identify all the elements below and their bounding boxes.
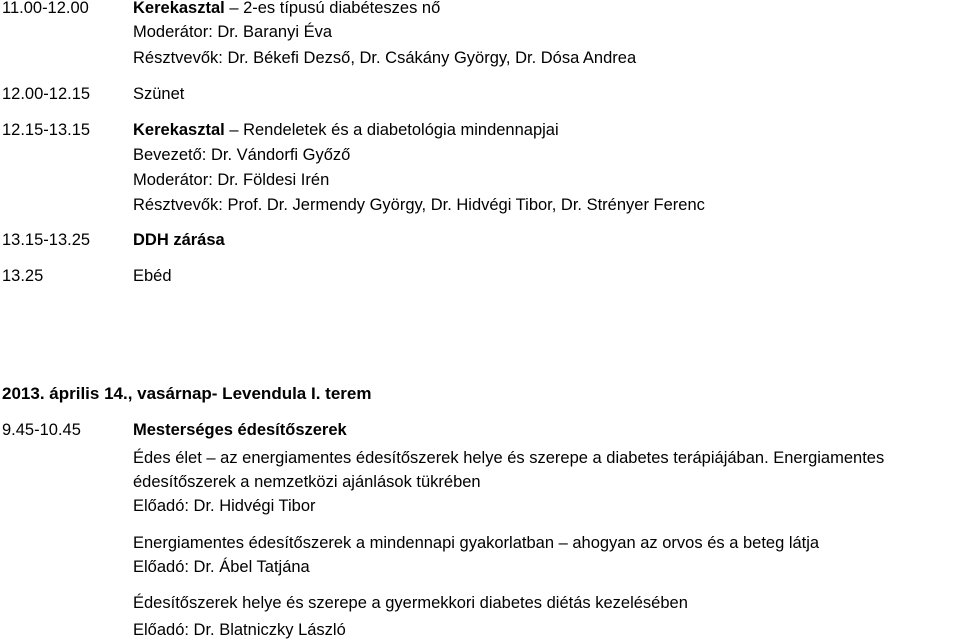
session-title: DDH zárása [133, 231, 225, 249]
speaker-line: Előadó: Dr. Ábel Tatjána [133, 558, 310, 576]
talk-title: Édes élet – az energiamentes édesítőszerek helye és szerepe a diabetes terápiájában. Energiamentes [133, 449, 885, 467]
session-topic: – 2-es típusú diabéteszes nő [224, 0, 441, 17]
time-slot: 11.00-12.00 [2, 0, 89, 17]
talk-title: Édesítőszerek helye és szerepe a gyermekkori diabetes diétás kezelésében [133, 594, 688, 612]
time-slot: 13.15-13.25 [2, 231, 91, 249]
session-title: Szünet [133, 85, 185, 103]
time-slot: 13.25 [2, 267, 44, 285]
time-slot: 12.15-13.15 [2, 121, 91, 139]
moderator-line: Moderátor: Dr. Baranyi Éva [133, 23, 332, 41]
participants-line: Résztvevők: Prof. Dr. Jermendy György, Dr. Hidvégi Tibor, Dr. Strényer Ferenc [133, 196, 705, 214]
session-title [133, 0, 440, 18]
moderator-line: Moderátor: Dr. Földesi Irén [133, 171, 330, 189]
talk-title: Energiamentes édesítőszerek a mindennapi gyakorlatban – ahogyan az orvos és a beteg látja [133, 534, 820, 552]
time-slot: 12.00-12.15 [2, 85, 91, 103]
session-title [133, 120, 559, 140]
talk-title-continued: édesítőszerek a nemzetközi ajánlások tükrében [133, 473, 481, 491]
speaker-line: Előadó: Dr. Hidvégi Tibor [133, 497, 316, 515]
session-type: Kerekasztal [133, 121, 225, 139]
time-slot: 9.45-10.45 [2, 421, 81, 439]
session-title: Ebéd [133, 267, 172, 285]
day-heading: 2013. április 14., vasárnap- Levendula I. terem [2, 384, 372, 403]
session-title: Mesterséges édesítőszerek [133, 421, 347, 439]
speaker-line: Előadó: Dr. Blatniczky László [133, 621, 346, 639]
session-type: Kerekasztal [133, 0, 225, 17]
intro-line: Bevezető: Dr. Vándorfi Győző [133, 146, 351, 164]
participants-line: Résztvevők: Dr. Békefi Dezső, Dr. Csákány György, Dr. Dósa Andrea [133, 49, 637, 67]
session-topic: – Rendeletek és a diabetológia mindennapjai [224, 121, 559, 139]
